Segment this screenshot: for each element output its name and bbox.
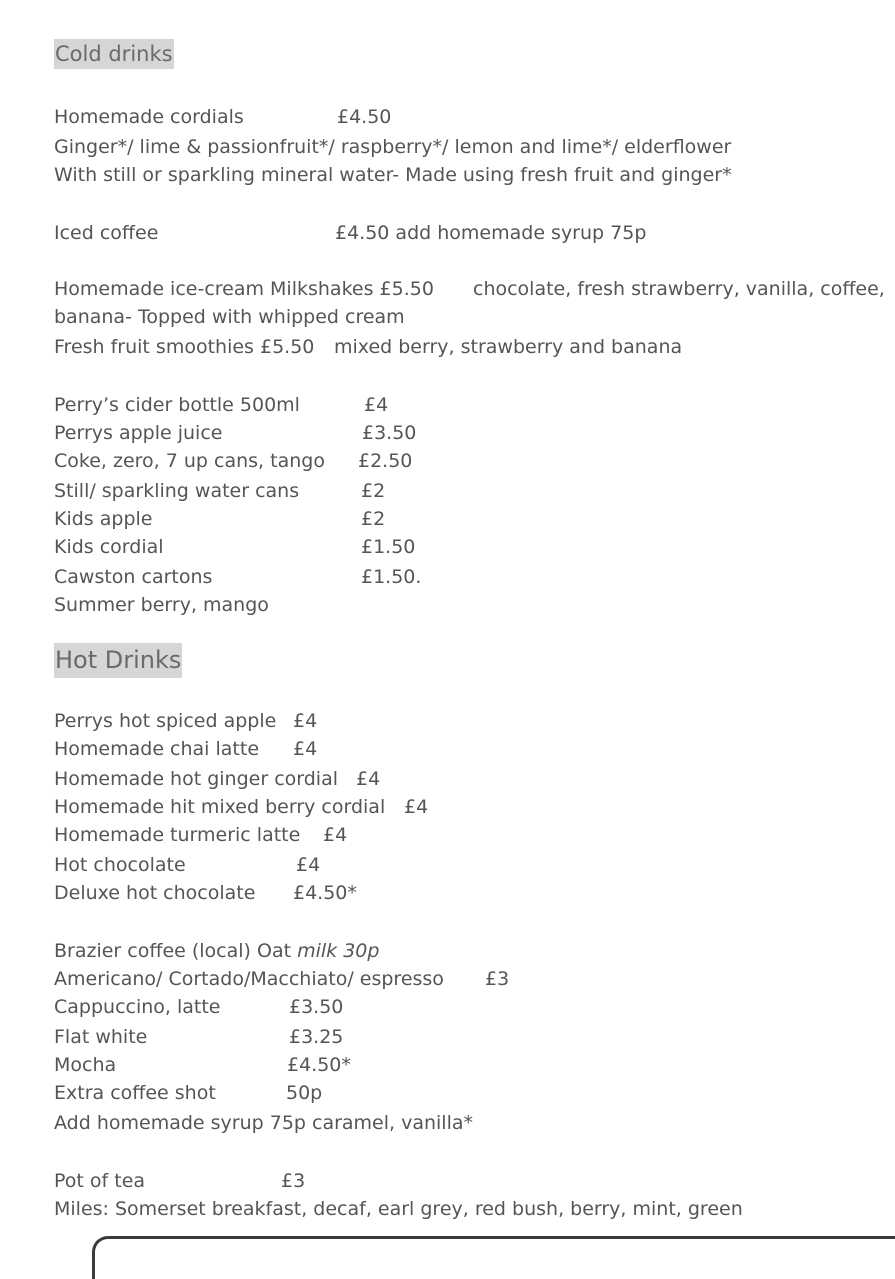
hot-item-name: Homemade hot ginger cordial — [54, 768, 338, 790]
coffee-price: £3 — [485, 968, 510, 990]
hot-item-price: £4 — [293, 738, 318, 760]
coffee-name: Extra coffee shot — [54, 1082, 216, 1104]
cold-item-price: £1.50 — [361, 536, 416, 558]
hot-item-price: £4 — [404, 796, 429, 818]
cold-item-price: £3.50 — [362, 422, 417, 444]
hot-item-name: Homemade hit mixed berry cordial — [54, 796, 386, 818]
cordials-note: With still or sparkling mineral water- Made using fresh fruit and ginger* — [54, 164, 732, 186]
cold-item-price: £2.50 — [358, 450, 413, 472]
cold-drinks-heading: Cold drinks — [54, 39, 174, 69]
coffee-price: £3.50 — [289, 996, 344, 1018]
hot-item-name: Homemade chai latte — [54, 738, 260, 760]
coffee-name: Americano/ Cortado/Macchiato/ espresso — [54, 968, 444, 990]
cold-item-name: Kids cordial — [54, 536, 164, 558]
smoothies-flavours: mixed berry, strawberry and banana — [334, 336, 683, 358]
cold-item-name: Coke, zero, 7 up cans, tango — [54, 450, 325, 472]
cawston-flavours: Summer berry, mango — [54, 594, 269, 616]
cold-item-price: £4 — [364, 394, 389, 416]
cold-item-price: £2 — [361, 480, 386, 502]
cold-item-name: Cawston cartons — [54, 566, 213, 588]
cold-item-name: Perrys apple juice — [54, 422, 223, 444]
tea-types: Miles: Somerset breakfast, decaf, earl grey, red bush, berry, mint, green — [54, 1198, 743, 1220]
cordials-flavours: Ginger*/ lime & passionfruit*/ raspberry*/ lemon and lime*/ elderflower — [54, 136, 732, 158]
hot-item-name: Deluxe hot chocolate — [54, 882, 256, 904]
hot-item-price: £4 — [356, 768, 381, 790]
hot-item-name: Perrys hot spiced apple — [54, 710, 277, 732]
smoothies-name: Fresh fruit smoothies £5.50 — [54, 336, 315, 358]
coffee-intro-text: Brazier coffee (local) Oat — [54, 940, 292, 962]
coffee-name: Mocha — [54, 1054, 117, 1076]
hot-item-price: £4 — [296, 854, 321, 876]
tea-name: Pot of tea — [54, 1170, 146, 1192]
cold-item-price: £1.50. — [361, 566, 422, 588]
coffee-name: Cappuccino, latte — [54, 996, 221, 1018]
cordials-price: £4.50 — [337, 106, 392, 128]
cordials-name: Homemade cordials — [54, 106, 244, 128]
hot-item-price: £4 — [323, 824, 348, 846]
coffee-name: Flat white — [54, 1026, 148, 1048]
cold-item-name: Kids apple — [54, 508, 153, 530]
iced-coffee-price: £4.50 add homemade syrup 75p — [335, 222, 647, 244]
coffee-price: £4.50* — [287, 1054, 351, 1076]
milkshakes-name: Homemade ice-cream Milkshakes £5.50 — [54, 278, 434, 300]
coffee-price: 50p — [286, 1082, 323, 1104]
syrup-line: Add homemade syrup 75p caramel, vanilla* — [54, 1112, 474, 1134]
cold-item-name: Still/ sparkling water cans — [54, 480, 300, 502]
milkshakes-note: banana- Topped with whipped cream — [54, 306, 405, 328]
bottom-edge-decoration — [92, 1236, 895, 1279]
hot-item-price: £4 — [293, 710, 318, 732]
coffee-price: £3.25 — [289, 1026, 344, 1048]
hot-item-price: £4.50* — [293, 882, 357, 904]
coffee-intro — [54, 940, 379, 962]
milkshakes-flavours: chocolate, fresh strawberry, vanilla, coffee, — [473, 278, 885, 300]
cold-item-price: £2 — [361, 508, 386, 530]
oat-milk-price: milk 30p — [297, 940, 380, 962]
cold-item-name: Perry’s cider bottle 500ml — [54, 394, 300, 416]
tea-price: £3 — [281, 1170, 306, 1192]
iced-coffee-name: Iced coffee — [54, 222, 159, 244]
hot-item-name: Hot chocolate — [54, 854, 186, 876]
hot-drinks-heading: Hot Drinks — [54, 643, 182, 678]
hot-item-name: Homemade turmeric latte — [54, 824, 301, 846]
